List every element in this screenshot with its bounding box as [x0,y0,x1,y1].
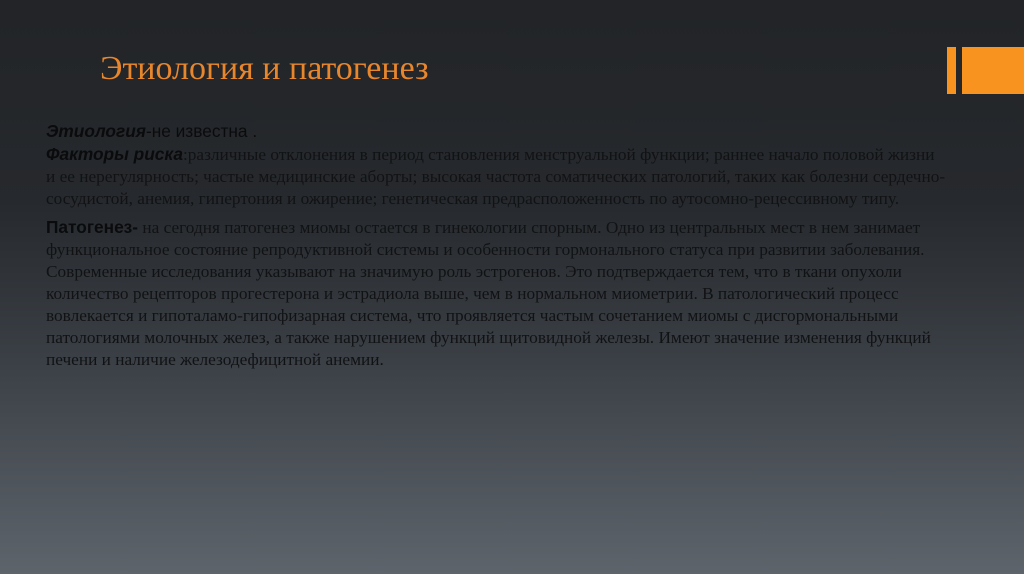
slide-body [46,120,946,377]
etiology-paragraph [46,120,946,143]
risk-factors-text: :различные отклонения в период становления менструальной функции; раннее начало половой жизни и ее нерегулярность; частые медицинские аборты; высокая частота соматических патологий, таких как болезни сердечно-сосудистой, анемия, гипертония и ожирение; генетическая предрасположенность по аутосомно-рецессивному типу. [46,145,946,208]
slide-title: Этиология и патогенез [100,50,429,87]
pathogenesis-term: Патогенез- [46,217,139,237]
accent-bar-thin [947,47,956,94]
accent-bar-wide [962,47,1024,94]
risk-factors-paragraph [46,143,946,210]
etiology-term: Этиология [46,121,146,141]
etiology-text: -не известна . [145,121,258,141]
pathogenesis-text: на сегодня патогенез миомы остается в гинекологии спорным. Одно из центральных мест в нем занимает функциональное состояние репродуктивной системы и особенности гормонального статуса при развитии заболевания. Современные исследования указывают на значимую роль эстрогенов. Это подтверждается тем, что в ткани опухоли количество рецепторов прогестерона и эстрадиола выше, чем в нормальном миометрии. В патологический процесс вовлекается и гипоталамо-гипофизарная система, что проявляется частым сочетанием миомы с дисгормональными патологиями молочных желез, а также нарушением функций щитовидной железы. Имеют значение изменения функций печени и наличие железодефицитной анемии. [46,218,931,369]
risk-factors-term: Факторы риска [46,144,183,164]
pathogenesis-paragraph [46,216,946,371]
